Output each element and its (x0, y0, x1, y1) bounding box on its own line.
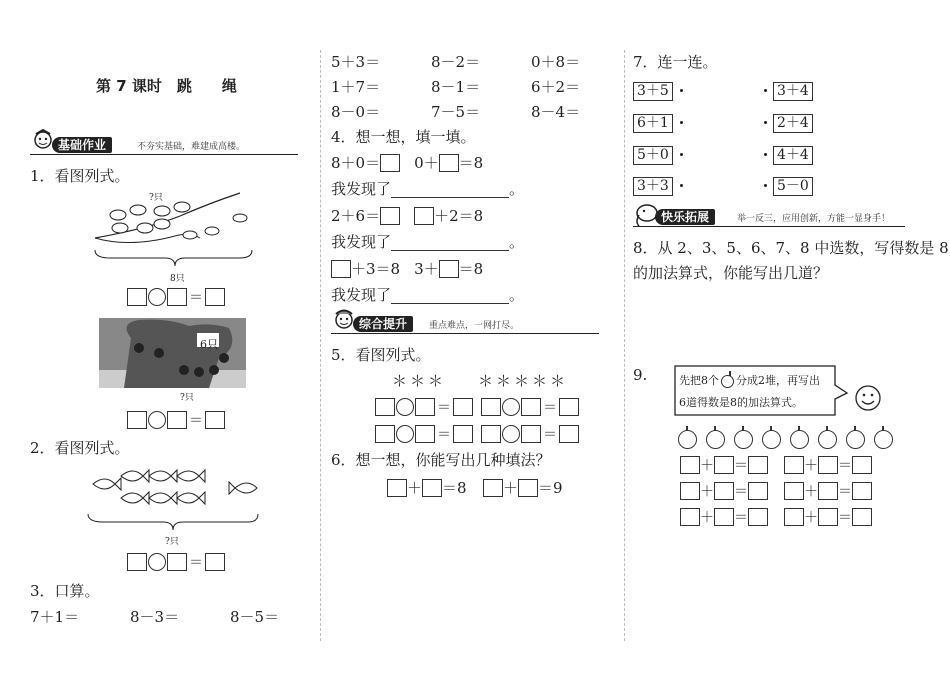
bubble-text: 分成2堆，再写出 (736, 374, 820, 387)
answer-box[interactable] (818, 482, 838, 500)
plus-sign: ＋ (503, 479, 519, 497)
answer-box[interactable] (380, 154, 400, 172)
column-divider-2 (624, 50, 625, 641)
q5-label: 5．看图列式。 (331, 346, 431, 364)
q9-eq-row-1-left (680, 455, 768, 475)
q4-label: 4．想一想，填一填。 (331, 128, 476, 146)
q3-label: 3．口算。 (30, 582, 100, 600)
q5-answer-row-2-left: ＝ (375, 424, 473, 444)
extend-banner (633, 207, 905, 229)
apple-icon (846, 430, 865, 449)
answer-box[interactable] (818, 456, 838, 474)
answer-box[interactable] (127, 553, 147, 571)
answer-box[interactable] (380, 207, 400, 225)
q4-eq-text: ＝8 (458, 260, 484, 278)
answer-box[interactable] (387, 479, 407, 497)
answer-box[interactable] (714, 508, 734, 526)
answer-box[interactable] (439, 154, 459, 172)
answer-box[interactable] (422, 479, 442, 497)
connect-dot[interactable] (680, 89, 683, 92)
q3-calc: 6＋2＝ (531, 78, 581, 96)
comprehensive-banner (331, 314, 599, 336)
apples-row (678, 430, 902, 453)
basic-banner-sub: 不夯实基础，难建成高楼。 (137, 142, 246, 152)
banner-rule (331, 333, 599, 334)
answer-box[interactable] (521, 398, 541, 416)
q3-calc: 0＋8＝ (531, 53, 581, 71)
answer-box[interactable] (414, 207, 434, 225)
q4-eq-row-1 (331, 152, 483, 173)
answer-box[interactable] (518, 479, 538, 497)
q9-eq-row-3-left (680, 507, 768, 527)
answer-box[interactable] (818, 508, 838, 526)
left-expression: 5＋0 (633, 146, 673, 165)
extend-banner-label: 快乐拓展 (655, 209, 715, 225)
equals-sign: ＝ (838, 484, 852, 500)
stars-right: ＊＊＊＊＊ (478, 372, 569, 390)
right-expression: 2＋4 (773, 114, 813, 133)
operator-circle[interactable] (502, 398, 520, 416)
bubble-text: 先把8个 (679, 374, 719, 387)
q6-eq-left (387, 477, 467, 498)
q9-label: 9. (633, 366, 648, 384)
answer-box[interactable] (481, 398, 501, 416)
answer-box[interactable] (415, 425, 435, 443)
q4-eq-row-2 (331, 205, 483, 226)
q7-right-item[interactable] (773, 112, 813, 133)
answer-box[interactable] (481, 425, 501, 443)
connect-dot[interactable] (764, 184, 767, 187)
answer-box[interactable] (784, 456, 804, 474)
connect-dot[interactable] (680, 184, 683, 187)
answer-box[interactable] (375, 398, 395, 416)
bubble-text-2: 6道得数是8的加法算式。 (679, 396, 803, 409)
q6-label: 6．想一想，你能写出几种填法？ (331, 451, 551, 469)
q2-label: 2．看图列式。 (30, 439, 130, 457)
plus-sign: ＋ (700, 458, 714, 474)
q7-right-item[interactable] (773, 175, 813, 196)
answer-box[interactable] (127, 288, 147, 306)
q5-answer-row-1-right: ＝ (481, 397, 579, 417)
answer-box[interactable] (680, 456, 700, 474)
q1-answer-row-2: ＝ (127, 410, 225, 430)
answer-box[interactable] (453, 425, 473, 443)
operator-circle[interactable] (502, 425, 520, 443)
answer-box[interactable] (748, 456, 768, 474)
answer-box[interactable] (680, 508, 700, 526)
smiley-icon (854, 384, 882, 412)
answer-box[interactable] (748, 482, 768, 500)
q5-answer-row-2-right: ＝ (481, 424, 579, 444)
answer-box[interactable] (852, 482, 872, 500)
ducks-top-label: ?只 (149, 193, 163, 203)
answer-box[interactable] (331, 260, 351, 278)
q5-answer-row-1-left: ＝ (375, 397, 473, 417)
answer-box[interactable] (714, 456, 734, 474)
plus-sign: ＋ (804, 510, 818, 526)
answer-box[interactable] (415, 398, 435, 416)
equals-sign: ＝ (734, 484, 748, 500)
q4-eq-text: 8＋0＝ (331, 154, 381, 172)
q4-eq-text: 0＋ (414, 154, 439, 172)
answer-box[interactable] (167, 288, 187, 306)
answer-box[interactable] (748, 508, 768, 526)
q4-eq-text: 2＋6＝ (331, 207, 381, 225)
q3-calc: 8－4＝ (531, 103, 581, 121)
q8-text-line-1: 8．从 2、3、5、6、7、8 中选数，写得数是 8 (633, 239, 949, 257)
operator-circle[interactable] (396, 398, 414, 416)
apple-icon (762, 430, 781, 449)
answer-box[interactable] (375, 425, 395, 443)
q7-left-item[interactable] (633, 112, 673, 133)
equals-sign: ＝ (838, 458, 852, 474)
q3-calc: 8－0＝ (331, 103, 381, 121)
apple-icon (734, 430, 753, 449)
q4-found-row-1 (331, 180, 524, 198)
q6-eq-text: ＝8 (442, 479, 467, 497)
answer-box[interactable] (784, 482, 804, 500)
operator-circle[interactable] (148, 553, 166, 571)
answer-box[interactable] (521, 425, 541, 443)
answer-box[interactable] (205, 288, 225, 306)
answer-box[interactable] (559, 398, 579, 416)
answer-line[interactable] (391, 289, 509, 304)
q4-eq-text: ＝8 (458, 154, 484, 172)
operator-circle[interactable] (148, 411, 166, 429)
q4-eq-text: ＋3＝8 (351, 260, 401, 278)
answer-box[interactable] (453, 398, 473, 416)
column-divider-1 (320, 50, 321, 641)
apple-icon (790, 430, 809, 449)
answer-box[interactable] (483, 479, 503, 497)
plus-sign: ＋ (407, 479, 423, 497)
q3-calc: 8－3＝ (130, 608, 180, 626)
q7-right-item[interactable] (773, 144, 813, 165)
operator-circle[interactable] (148, 288, 166, 306)
answer-box[interactable] (127, 411, 147, 429)
extend-banner-sub: 举一反三，应用创新，方能一显身手！ (737, 214, 891, 224)
right-expression: 5－0 (773, 177, 813, 196)
connect-dot[interactable] (764, 89, 767, 92)
answer-box[interactable] (439, 260, 459, 278)
answer-box[interactable] (784, 508, 804, 526)
banner-rule (30, 154, 298, 155)
q7-left-item[interactable] (633, 144, 673, 165)
right-expression: 3＋4 (773, 82, 813, 101)
stars-left: ＊＊＊ (392, 372, 447, 390)
q1-answer-row-1: ＝ (127, 287, 225, 307)
basic-banner (30, 135, 298, 157)
comprehensive-banner-sub: 重点难点，一网打尽。 (429, 321, 520, 331)
equals-sign: ＝ (734, 510, 748, 526)
q7-left-item[interactable] (633, 175, 673, 196)
bubble-text-1 (679, 372, 820, 388)
left-expression: 3＋5 (633, 82, 673, 101)
q3-calc: 1＋7＝ (331, 78, 381, 96)
q8-text-line-2: 的加法算式，你能写出几道？ (633, 264, 829, 282)
q2-answer-row: ＝ (127, 552, 225, 572)
answer-box[interactable] (205, 553, 225, 571)
equals-sign: ＝ (838, 510, 852, 526)
plus-sign: ＋ (804, 484, 818, 500)
comprehensive-banner-label: 综合提升 (353, 316, 413, 332)
found-text: 我发现了 (331, 286, 392, 304)
connect-dot[interactable] (764, 153, 767, 156)
ducks-picture (90, 188, 265, 278)
basic-banner-label: 基础作业 (52, 137, 112, 153)
q4-eq-text: 3＋ (414, 260, 439, 278)
q9-eq-row-1-right (784, 455, 872, 475)
q3-calc: 5＋3＝ (331, 53, 381, 71)
q3-calc: 8－1＝ (431, 78, 481, 96)
left-expression: 3＋3 (633, 177, 673, 196)
answer-box[interactable] (205, 411, 225, 429)
answer-box[interactable] (852, 508, 872, 526)
q6-eq-text: ＝9 (538, 479, 563, 497)
plus-sign: ＋ (700, 484, 714, 500)
ducks-total-label: 8只 (170, 274, 185, 284)
right-expression: 4＋4 (773, 146, 813, 165)
q9-eq-row-2-right (784, 481, 872, 501)
q3-calc: 8－5＝ (230, 608, 280, 626)
q9-eq-row-3-right (784, 507, 872, 527)
q3-calc: 7＋1＝ (30, 608, 80, 626)
apple-icon (818, 430, 837, 449)
q4-eq-row-3 (331, 258, 483, 279)
page-title: 第 7 课时 跳 绳 (96, 77, 237, 95)
found-text: 我发现了 (331, 233, 392, 251)
banner-rule (633, 226, 905, 227)
monkeys-bottom-label: ?只 (180, 393, 194, 403)
q4-found-row-3 (331, 286, 524, 304)
period: 。 (509, 286, 525, 304)
operator-circle[interactable] (396, 425, 414, 443)
answer-line[interactable] (391, 236, 509, 251)
apple-icon (706, 430, 725, 449)
answer-box[interactable] (714, 482, 734, 500)
q7-label: 7．连一连。 (633, 53, 718, 71)
apple-icon (874, 430, 893, 449)
q3-calc: 7－5＝ (431, 103, 481, 121)
equals-sign: ＝ (734, 458, 748, 474)
q9-eq-row-2-left (680, 481, 768, 501)
answer-line[interactable] (391, 183, 509, 198)
monkeys-count-label: 6只 (200, 338, 218, 351)
q7-right-item[interactable] (773, 80, 813, 101)
answer-box[interactable] (167, 411, 187, 429)
fish-picture (83, 462, 268, 532)
answer-box[interactable] (167, 553, 187, 571)
found-text: 我发现了 (331, 180, 392, 198)
period: 。 (509, 180, 525, 198)
monkeys-picture (99, 318, 246, 388)
period: 。 (509, 233, 525, 251)
answer-box[interactable] (852, 456, 872, 474)
plus-sign: ＋ (700, 510, 714, 526)
q4-eq-text: ＋2＝8 (434, 207, 484, 225)
left-expression: 6＋1 (633, 114, 673, 133)
answer-box[interactable] (559, 425, 579, 443)
q7-left-item[interactable] (633, 80, 673, 101)
connect-dot[interactable] (680, 121, 683, 124)
q1-label: 1．看图列式。 (30, 167, 130, 185)
q6-eq-right (483, 477, 563, 498)
apple-icon (721, 375, 734, 388)
answer-box[interactable] (680, 482, 700, 500)
q4-found-row-2 (331, 233, 524, 251)
q3-calc: 8－2＝ (431, 53, 481, 71)
apple-icon (678, 430, 697, 449)
fish-total-label: ?只 (165, 537, 179, 547)
connect-dot[interactable] (680, 153, 683, 156)
plus-sign: ＋ (804, 458, 818, 474)
connect-dot[interactable] (764, 121, 767, 124)
